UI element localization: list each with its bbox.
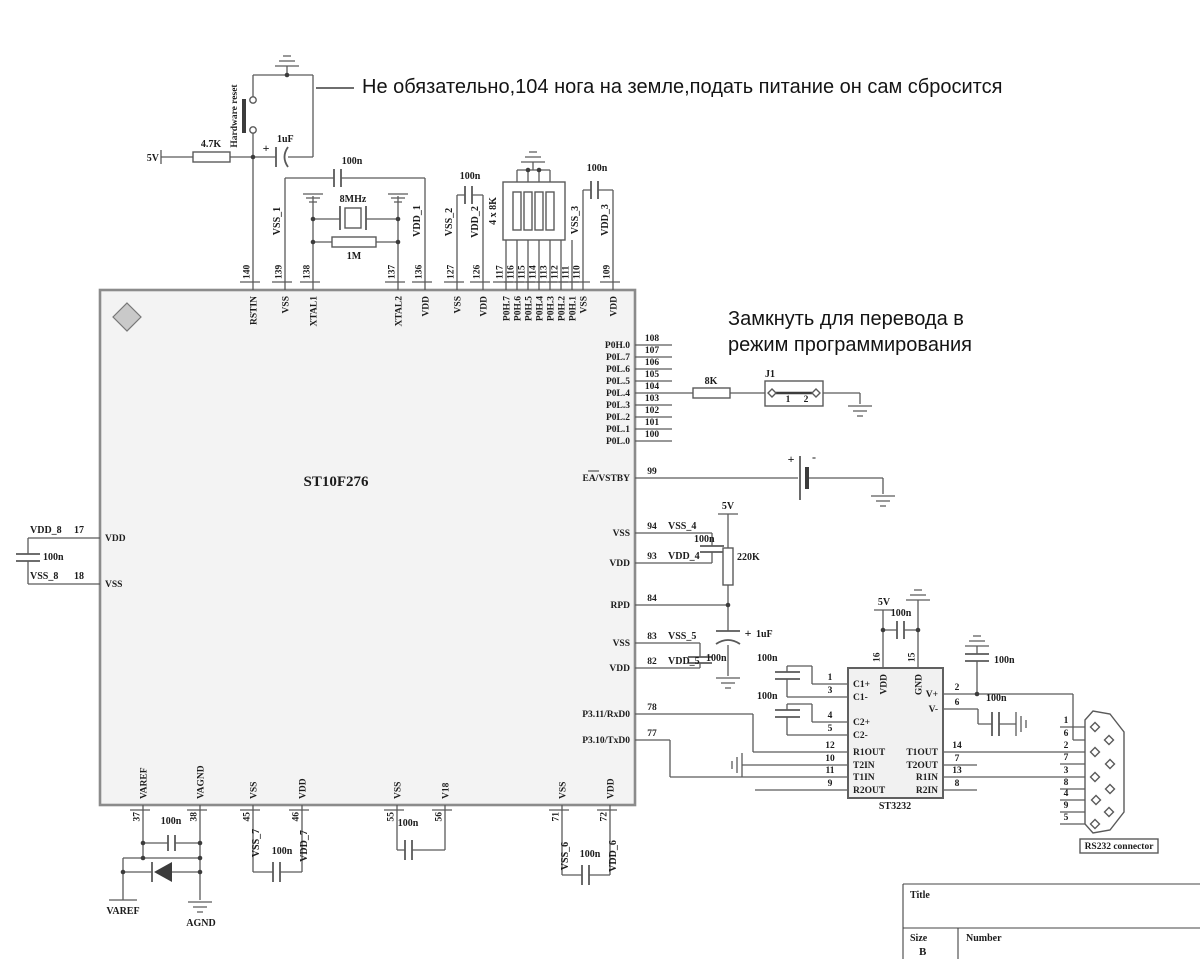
reset-cap-value: 1uF xyxy=(277,134,294,145)
ic-pin-108-name: P0H.0 xyxy=(604,341,630,351)
ic-pin-117-name: P0H.7 xyxy=(502,296,513,322)
series-resistor-value: 8K xyxy=(704,376,718,387)
ic-pin-109-name: VDD xyxy=(609,296,620,317)
ic-pin-137-number: 137 xyxy=(387,264,398,279)
junction-dot xyxy=(726,603,731,608)
reset-note: Не обязательно,104 нога на земле,подать питание он сам сбросится xyxy=(362,76,1003,98)
net-label-VDD_7: VDD_7 xyxy=(299,830,310,862)
junction-dot xyxy=(141,841,146,846)
net-label-VSS_2: VSS_2 xyxy=(444,207,455,237)
junction-dot xyxy=(251,155,256,160)
ic-pin-106-name: P0L.6 xyxy=(605,365,630,375)
rpd-cap-value: 1uF xyxy=(756,629,773,640)
ic-pin-116-name: P0H.6 xyxy=(513,296,524,322)
ic-pin-99-name: EA/VSTBY xyxy=(582,474,630,484)
ic-pin-138-number: 138 xyxy=(302,264,313,279)
ic-pin-17-number: 17 xyxy=(74,525,84,536)
ic-pin-127-number: 127 xyxy=(446,264,457,279)
rs232-pin-5-number: 5 xyxy=(1063,813,1069,823)
ic-pin-139-number: 139 xyxy=(274,264,285,279)
titleblock-title-label: Title xyxy=(910,890,930,901)
cap-vss7-value: 100n xyxy=(271,846,293,857)
ic-pin-78-number: 78 xyxy=(647,703,657,713)
cap-c1-value: 100n xyxy=(757,653,778,664)
ic-pin-78-name: P3.11/RxD0 xyxy=(582,710,630,720)
st3232-pin-1-name: C1+ xyxy=(853,680,871,690)
ic-pin-137-name: XTAL2 xyxy=(394,296,405,327)
cap-vss8-value: 100n xyxy=(43,552,64,563)
st3232-pin-14-number: 14 xyxy=(952,741,962,751)
ic-pin-111-number: 111 xyxy=(561,265,572,279)
ic-pin-84-name: RPD xyxy=(610,601,630,611)
main-ic xyxy=(100,290,635,805)
st3232-pin-3-name: C1- xyxy=(853,693,868,703)
reset-button-actuator xyxy=(242,99,246,133)
crystal-resistor-body xyxy=(332,237,376,247)
net-label-VSS_5: VSS_5 xyxy=(668,631,697,642)
st3232-name: ST3232 xyxy=(878,801,912,812)
junction-dot xyxy=(311,240,316,245)
junction-dot xyxy=(121,870,126,875)
ic-pin-105-number: 105 xyxy=(644,370,660,380)
st3232-pin-16-name: VDD xyxy=(879,674,890,695)
varef-port-label: VAREF xyxy=(106,906,140,917)
junction-dot xyxy=(198,841,203,846)
ic-pin-126-number: 126 xyxy=(472,264,483,279)
junction-dot xyxy=(285,73,290,78)
rs232-pin-8-number: 8 xyxy=(1063,778,1069,788)
ic-pin-77-number: 77 xyxy=(647,729,657,739)
st3232-pin-12-number: 12 xyxy=(825,741,835,751)
ic-pin-115-name: P0H.5 xyxy=(524,296,535,322)
rs232-pin-3-number: 3 xyxy=(1063,766,1069,776)
cap-vplus-value: 100n xyxy=(994,655,1015,666)
ic-pin-110-number: 110 xyxy=(572,265,583,279)
ic-pin-45-name: VSS xyxy=(249,781,260,799)
rpd-5v-label: 5V xyxy=(721,501,735,512)
st3232-pin-10-name: T2IN xyxy=(853,761,875,771)
st3232-pin-13-number: 13 xyxy=(952,766,962,776)
programming-jumper xyxy=(765,381,823,406)
ic-pin-56-name: V18 xyxy=(441,782,452,799)
reset-5v-label: 5V xyxy=(146,153,159,164)
pack-resistor xyxy=(513,192,521,230)
ic-pin-117-number: 117 xyxy=(495,265,506,279)
st3232-pin-13-name: R1IN xyxy=(915,773,938,783)
ic-pin-140-name: RSTIN xyxy=(249,296,260,326)
st3232-pin-15-number: 15 xyxy=(907,652,918,662)
battery-minus-sign: - xyxy=(812,450,816,464)
ic-pin-114-name: P0H.4 xyxy=(535,296,546,322)
net-label-VSS_8: VSS_8 xyxy=(30,571,59,582)
net-label-VDD_5: VDD_5 xyxy=(668,656,700,667)
cap-vss1-value: 100n xyxy=(341,156,363,167)
st3232-pin-5-number: 5 xyxy=(827,724,833,734)
cap-vdd5-value: 100n xyxy=(706,653,727,664)
ic-pin-101-name: P0L.1 xyxy=(605,425,630,435)
junction-dot xyxy=(526,168,531,173)
st3232-pin-14-name: T1OUT xyxy=(906,748,938,758)
junction-dot xyxy=(881,628,886,633)
reset-button-terminal xyxy=(250,127,256,133)
ic-pin-114-number: 114 xyxy=(528,265,539,279)
rs232-pin-9-number: 9 xyxy=(1063,801,1069,811)
titleblock-number-label: Number xyxy=(966,933,1002,944)
jumper-note-line1: Замкнуть для перевода в xyxy=(728,308,964,330)
ic-pin-46-name: VDD xyxy=(298,778,309,799)
ic-pin-37-name: VAREF xyxy=(139,767,150,799)
ic-pin-107-number: 107 xyxy=(644,346,660,356)
st3232-pin-6-name: V- xyxy=(928,705,938,715)
battery-minus-plate xyxy=(805,467,809,489)
net-label-VDD_1: VDD_1 xyxy=(412,205,423,237)
st3232-pin-11-name: T1IN xyxy=(853,773,875,783)
ic-pin-55-number: 55 xyxy=(386,812,397,822)
crystal-body xyxy=(345,208,361,228)
series-resistor-body xyxy=(693,388,730,398)
ic-pin-136-number: 136 xyxy=(414,264,425,279)
net-label-VDD_2: VDD_2 xyxy=(470,206,481,238)
resistor-pack-value: 4 x 8K xyxy=(488,197,499,225)
ic-pin-107-name: P0L.7 xyxy=(605,353,630,363)
ic-pin-71-name: VSS xyxy=(558,781,569,799)
ic-pin-140-number: 140 xyxy=(242,264,253,279)
st3232-pin-8-number: 8 xyxy=(954,779,960,789)
reset-cap-plus: + xyxy=(262,141,270,155)
net-label-VSS_3: VSS_3 xyxy=(570,205,581,235)
st3232-pin-15-name: GND xyxy=(914,674,925,696)
rpd-resistor-value: 220K xyxy=(737,552,760,563)
cap-vss3-value: 100n xyxy=(586,163,608,174)
pullup-resistor-value: 4.7K xyxy=(200,139,222,150)
junction-dot xyxy=(198,856,203,861)
ic-pin-83-number: 83 xyxy=(647,632,657,642)
ic-pin-109-number: 109 xyxy=(602,264,613,279)
ic-pin-103-number: 103 xyxy=(644,394,660,404)
ic-pin-72-name: VDD xyxy=(606,778,617,799)
ic-pin-115-number: 115 xyxy=(517,265,528,279)
ic-pin-17-name: VDD xyxy=(105,534,126,544)
ic-pin-100-number: 100 xyxy=(644,430,660,440)
junction-dot xyxy=(975,692,980,697)
ic-pin-139-name: VSS xyxy=(281,296,292,314)
ic-pin-46-number: 46 xyxy=(291,812,302,822)
varef-diode xyxy=(154,862,172,882)
ic-pin-127-name: VSS xyxy=(453,296,464,314)
st3232-pin-7-number: 7 xyxy=(954,754,960,764)
cap-vss6-value: 100n xyxy=(579,849,601,860)
crystal-resistor-value: 1M xyxy=(346,251,362,262)
ic-pin-83-name: VSS xyxy=(612,639,630,649)
ic-pin-82-number: 82 xyxy=(647,657,657,667)
crystal-value: 8MHz xyxy=(339,194,367,205)
ic-pin-104-name: P0L.4 xyxy=(605,389,630,399)
rs232-connector-label: RS232 connector xyxy=(1084,842,1154,852)
titleblock-size-value: B xyxy=(919,946,927,958)
rpd-cap-plus: + xyxy=(744,626,752,640)
agnd-port-label: AGND xyxy=(186,918,216,929)
rs232-pin-7-number: 7 xyxy=(1063,753,1069,763)
ic-pin-18-name: VSS xyxy=(105,580,123,590)
st3232-pin-7-name: T2OUT xyxy=(906,761,938,771)
titleblock-size-label: Size xyxy=(910,933,928,944)
net-label-VDD_3: VDD_3 xyxy=(600,204,611,236)
ic-pin-100-name: P0L.0 xyxy=(605,437,630,447)
jumper-pin1-number: 1 xyxy=(785,395,791,405)
pack-resistor xyxy=(546,192,554,230)
ic-pin-103-name: P0L.3 xyxy=(605,401,630,411)
pack-resistor xyxy=(524,192,532,230)
ic-pin-82-name: VDD xyxy=(609,664,630,674)
rs232-shell xyxy=(1085,711,1124,833)
ic-pin-116-number: 116 xyxy=(506,265,517,279)
junction-dot xyxy=(311,217,316,222)
net-label-VSS_4: VSS_4 xyxy=(668,521,697,532)
st3232-pin-6-number: 6 xyxy=(954,698,960,708)
ic-pin-93-name: VDD xyxy=(609,559,630,569)
st3232-pin-10-number: 10 xyxy=(825,754,835,764)
cap-c2-value: 100n xyxy=(757,691,778,702)
ic-pin-93-number: 93 xyxy=(647,552,657,562)
ic-pin-94-number: 94 xyxy=(647,522,657,532)
jumper-name: J1 xyxy=(765,369,775,380)
ic-pin-111-name: P0H.1 xyxy=(568,296,579,322)
ic-pin-136-name: VDD xyxy=(421,296,432,317)
ic-pin-112-name: P0H.2 xyxy=(557,296,568,322)
ic-pin-37-number: 37 xyxy=(132,812,143,822)
st3232-pin-4-number: 4 xyxy=(827,711,833,721)
ic-pin-105-name: P0L.5 xyxy=(605,377,630,387)
cap-vss2-value: 100n xyxy=(459,171,481,182)
net-label-VSS_6: VSS_6 xyxy=(560,841,571,871)
net-label-VDD_6: VDD_6 xyxy=(608,840,619,872)
st3232-pin-12-name: R1OUT xyxy=(853,748,886,758)
junction-dot xyxy=(141,856,146,861)
ic-pin-56-number: 56 xyxy=(434,812,445,822)
pack-resistor xyxy=(535,192,543,230)
ic-pin-113-number: 113 xyxy=(539,265,550,279)
net-label-VSS_7: VSS_7 xyxy=(251,828,262,858)
junction-dot xyxy=(537,168,542,173)
st3232-5v-label: 5V xyxy=(877,597,891,608)
cap-vminus-value: 100n xyxy=(986,693,1007,704)
jumper-pin2-number: 2 xyxy=(803,395,809,405)
rs232-pin-1-number: 1 xyxy=(1063,716,1069,726)
jumper-note-line2: режим программирования xyxy=(728,334,972,356)
junction-dot xyxy=(198,870,203,875)
ic-pin-101-number: 101 xyxy=(644,418,660,428)
ic-pin-102-name: P0L.2 xyxy=(605,413,630,423)
ic-pin-102-number: 102 xyxy=(644,406,660,416)
st3232-pin-2-number: 2 xyxy=(954,683,960,693)
ic-pin-55-name: VSS xyxy=(393,781,404,799)
st3232-pin-4-name: C2+ xyxy=(853,718,871,728)
st3232-pin-1-number: 1 xyxy=(827,673,833,683)
ic-pin-113-name: P0H.3 xyxy=(546,296,557,322)
ic-pin-106-number: 106 xyxy=(644,358,660,368)
cap-varef-value: 100n xyxy=(160,816,182,827)
rs232-pin-6-number: 6 xyxy=(1063,729,1069,739)
ic-pin-94-name: VSS xyxy=(612,529,630,539)
st3232-pin-9-number: 9 xyxy=(827,779,833,789)
ic-pin-108-number: 108 xyxy=(644,334,660,344)
ic-name: ST10F276 xyxy=(303,474,369,490)
ic-pin-126-name: VDD xyxy=(479,296,490,317)
st3232-pin-9-name: R2OUT xyxy=(853,786,886,796)
battery-plus-sign: + xyxy=(787,452,795,466)
rpd-resistor-body xyxy=(723,548,733,585)
resistor-pack-outline xyxy=(503,182,565,240)
st3232-pin-16-number: 16 xyxy=(872,652,883,662)
net-label-VDD_8: VDD_8 xyxy=(30,525,62,536)
st3232-pin-8-name: R2IN xyxy=(915,786,938,796)
reset-button-label: Hardware reset xyxy=(230,84,240,148)
st3232-pin-5-name: C2- xyxy=(853,731,868,741)
cap-v18-value: 100n xyxy=(397,818,419,829)
rs232-pin-2-number: 2 xyxy=(1063,741,1069,751)
ic-pin-104-number: 104 xyxy=(644,382,660,392)
ic-pin-110-name: VSS xyxy=(579,296,590,314)
ic-pin-38-number: 38 xyxy=(189,812,200,822)
ic-pin-71-number: 71 xyxy=(551,812,562,822)
title-block xyxy=(903,884,1200,959)
junction-dot xyxy=(396,217,401,222)
net-label-VDD_4: VDD_4 xyxy=(668,551,700,562)
reset-button-terminal xyxy=(250,97,256,103)
ic-pin-77-name: P3.10/TxD0 xyxy=(582,736,630,746)
st3232-pin-3-number: 3 xyxy=(827,686,833,696)
ic-pin-18-number: 18 xyxy=(74,571,84,582)
pullup-resistor-body xyxy=(193,152,230,162)
ic-pin-45-number: 45 xyxy=(242,812,253,822)
rs232-connector xyxy=(1060,711,1158,853)
rs232-pin-4-number: 4 xyxy=(1063,789,1069,799)
st3232-pin-2-name: V+ xyxy=(925,690,938,700)
net-label-VSS_1: VSS_1 xyxy=(272,206,283,236)
ic-pin-72-number: 72 xyxy=(599,812,610,822)
cap-vss4-value: 100n xyxy=(694,534,715,545)
main-ic-body xyxy=(100,290,635,805)
ic-pin-38-name: VAGND xyxy=(196,765,207,799)
ic-pin-138-name: XTAL1 xyxy=(309,296,320,327)
st3232-pin-11-number: 11 xyxy=(825,766,835,776)
junction-dot xyxy=(916,628,921,633)
ic-pin-112-number: 112 xyxy=(550,265,561,279)
reset-circuit xyxy=(161,56,354,167)
ic-pin-99-number: 99 xyxy=(647,467,657,477)
ic-pin-84-number: 84 xyxy=(647,594,657,604)
st3232-top-cap-value: 100n xyxy=(890,608,912,619)
junction-dot xyxy=(396,240,401,245)
